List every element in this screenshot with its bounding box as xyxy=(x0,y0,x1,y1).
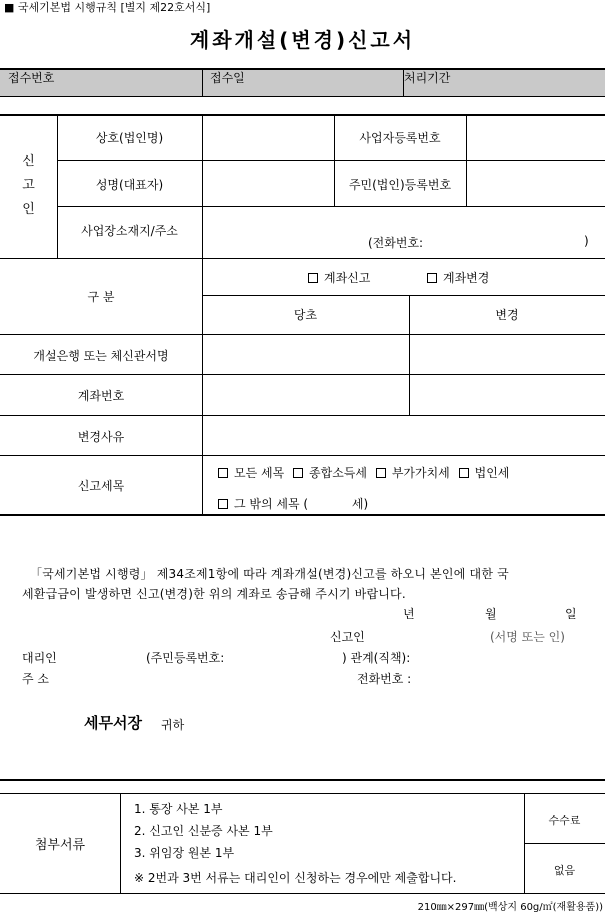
agent-id-label: (주민등록번호: xyxy=(146,651,225,665)
trade-name-field[interactable] xyxy=(203,116,334,160)
attachment-item: 2. 신고인 신분증 사본 1부 xyxy=(134,824,273,838)
tax-office: 세무서장 xyxy=(84,714,142,732)
bank-original-field[interactable] xyxy=(203,335,409,374)
checkbox-icon[interactable] xyxy=(218,468,228,478)
resident-reg-label: 주민(법인)등록번호 xyxy=(348,178,452,192)
processing-period-label: 처리기간 xyxy=(404,71,451,85)
reason-field[interactable] xyxy=(203,416,605,455)
address-label: 사업장소재지/주소 xyxy=(81,224,178,238)
option-account-open-label: 계좌신고 xyxy=(324,271,371,285)
signature-label: (서명 또는 인) xyxy=(490,630,565,644)
tax-other-suffix: 세) xyxy=(351,497,369,511)
checkbox-icon[interactable] xyxy=(427,273,437,283)
phone-label: (전화번호: xyxy=(368,236,424,250)
tax-all: 모든 세목 xyxy=(234,466,285,480)
side-char-3: 인 xyxy=(22,202,35,217)
page-title: 계좌개설(변경)신고서 xyxy=(189,28,416,52)
tax-vat: 부가가치세 xyxy=(391,466,450,480)
attachments-label: 첨부서류 xyxy=(34,838,86,853)
phone-close: ) xyxy=(584,234,589,248)
month-label: 월 xyxy=(485,607,497,621)
year-label: 년 xyxy=(403,607,415,621)
attachment-note: ※ 2번과 3번 서류는 대리인이 신청하는 경우에만 제출합니다. xyxy=(134,871,457,885)
account-changed-field[interactable] xyxy=(410,375,605,415)
side-char-2: 고 xyxy=(22,178,35,193)
trade-name-label: 상호(법인명) xyxy=(95,131,164,145)
reason-label: 변경사유 xyxy=(77,430,125,444)
account-number-label: 계좌번호 xyxy=(77,389,125,403)
option-account-change[interactable] xyxy=(427,269,489,286)
checkbox-icon[interactable] xyxy=(293,468,303,478)
bank-changed-field[interactable] xyxy=(410,335,605,374)
agent-label: 대리인 xyxy=(22,651,57,665)
attachment-item: 3. 위임장 원본 1부 xyxy=(134,846,235,860)
tax-items-line1 xyxy=(218,464,509,481)
receipt-row xyxy=(0,68,605,96)
business-reg-field[interactable] xyxy=(467,116,605,160)
side-char-1: 신 xyxy=(22,154,35,169)
checkbox-icon[interactable] xyxy=(459,468,469,478)
name-label: 성명(대표자) xyxy=(95,178,164,192)
applicant-side-label xyxy=(0,150,57,222)
checkbox-icon[interactable] xyxy=(308,273,318,283)
name-field[interactable] xyxy=(203,161,334,206)
option-account-open[interactable] xyxy=(308,269,370,286)
form-reference: ■ 국세기본법 시행규칙 [별지 제22호서식] xyxy=(4,1,211,14)
tax-income: 종합소득세 xyxy=(309,466,367,480)
bank-label: 개설은행 또는 체신관서명 xyxy=(33,349,169,363)
day-label: 일 xyxy=(565,607,577,621)
receipt-date-label: 접수일 xyxy=(210,71,245,85)
tax-items-label: 신고세목 xyxy=(77,479,125,493)
col-changed: 변경 xyxy=(495,308,519,322)
fee-value: 없음 xyxy=(553,864,576,877)
agent-relation-label: ) 관계(직책): xyxy=(342,651,411,665)
reporter-label: 신고인 xyxy=(330,630,365,644)
category-label: 구 분 xyxy=(87,290,115,304)
receipt-number-label: 접수번호 xyxy=(8,71,55,85)
agent-address-label: 주 소 xyxy=(22,672,49,686)
agent-phone-label: 전화번호 : xyxy=(357,672,412,686)
resident-reg-field[interactable] xyxy=(467,161,605,206)
checkbox-icon[interactable] xyxy=(218,499,228,509)
tax-items-line2 xyxy=(218,495,368,512)
tax-other-prefix: 그 밖의 세목 ( xyxy=(234,497,309,511)
attachment-item: 1. 통장 사본 1부 xyxy=(134,802,223,816)
checkbox-icon[interactable] xyxy=(376,468,386,478)
declaration-text-2: 세환급금이 발생하면 신고(변경)한 위의 계좌로 송금해 주시기 바랍니다. xyxy=(22,587,406,601)
office-suffix: 귀하 xyxy=(161,718,185,732)
tax-corporate: 법인세 xyxy=(474,466,510,480)
business-reg-label: 사업자등록번호 xyxy=(359,131,441,145)
option-account-change-label: 계좌변경 xyxy=(443,271,490,285)
col-original: 당초 xyxy=(293,308,318,322)
declaration-text-1: 「국세기본법 시행령」 제34조제1항에 따라 계좌개설(변경)신고를 하오니 본인에 대한 국 xyxy=(30,567,509,581)
fee-label: 수수료 xyxy=(548,814,581,827)
account-original-field[interactable] xyxy=(203,375,409,415)
paper-spec: 210㎜×297㎜(백상지 60g/㎡(재활용품)) xyxy=(417,902,603,913)
